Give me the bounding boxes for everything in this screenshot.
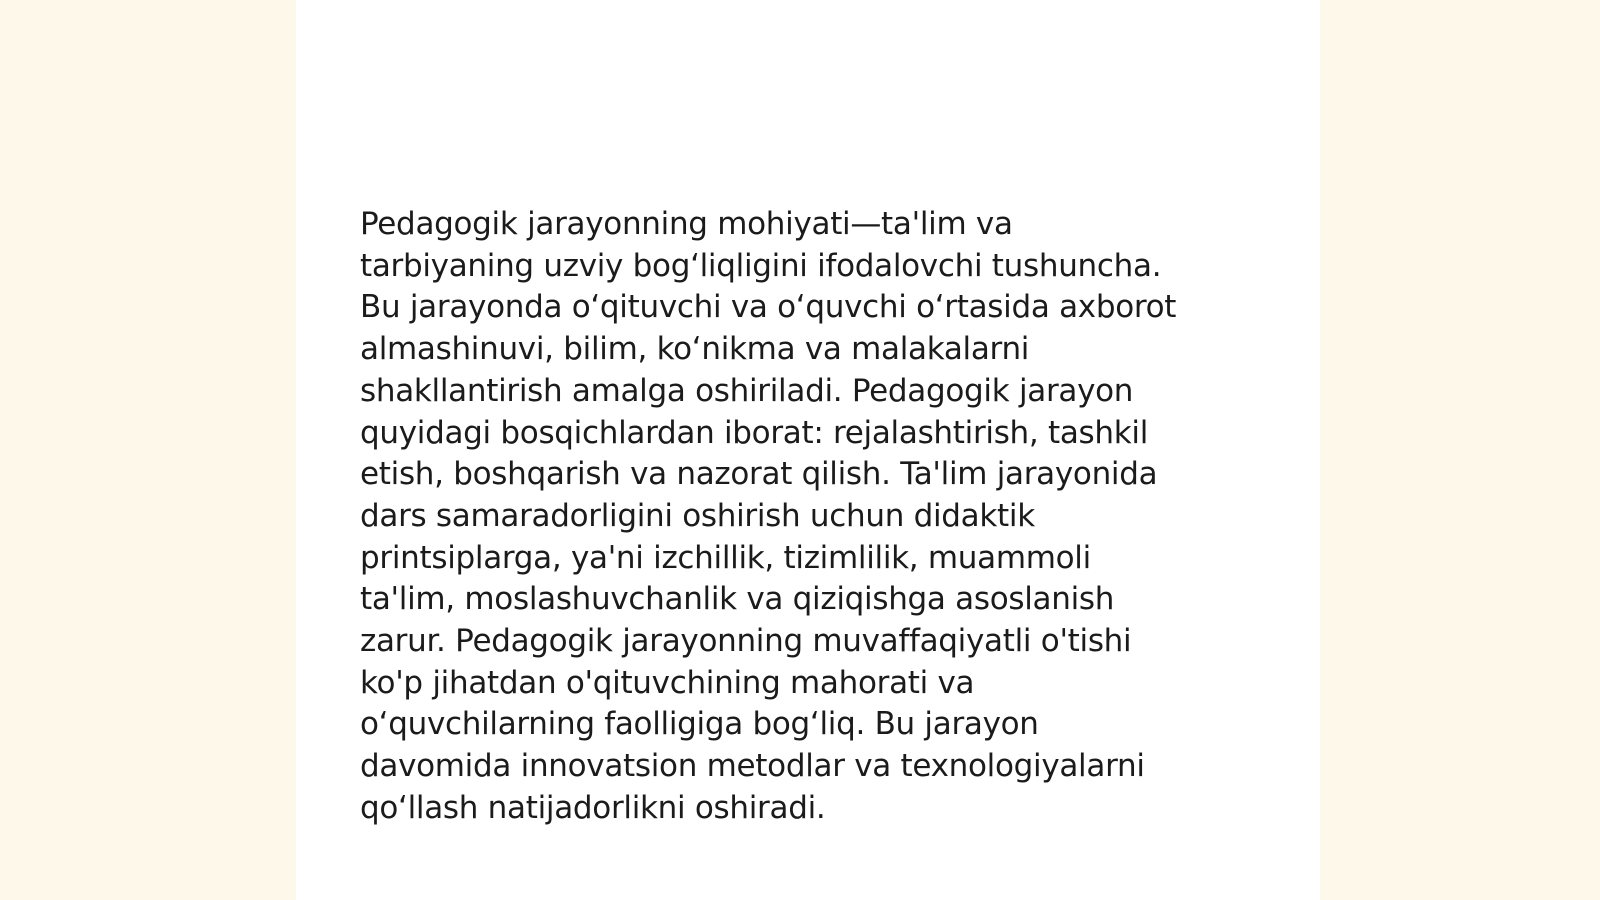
text-line: ta'lim, moslashuvchanlik va qiziqishga asoslanish [360, 581, 1115, 618]
text-line: quyidagi bosqichlardan iborat: rejalashtirish, tashkil [360, 414, 1149, 451]
text-line: printsiplarga, ya'ni izchillik, tizimlilik, muammoli [360, 539, 1091, 576]
text-line: Pedagogik jarayonning mohiyati—ta'lim va [360, 206, 1013, 242]
body-paragraph [360, 204, 1230, 830]
text-line: o‘quvchilarning faolligiga bog‘liq. Bu jarayon [360, 706, 1039, 743]
text-line: qo‘llash natijadorlikni oshiradi. [360, 789, 826, 826]
text-line: etish, boshqarish va nazorat qilish. Ta'lim jarayonida [360, 456, 1158, 493]
text-line: davomida innovatsion metodlar va texnologiyalarni [360, 748, 1145, 785]
text-line: dars samaradorligini oshirish uchun didaktik [360, 497, 1035, 534]
text-line: zarur. Pedagogik jarayonning muvaffaqiyatli o'tishi [360, 623, 1132, 660]
text-line: tarbiyaning uzviy bog‘liqligini ifodalovchi tushuncha. [360, 247, 1162, 284]
text-line: almashinuvi, bilim, ko‘nikma va malakalarni [360, 331, 1030, 368]
text-line: shakllantirish amalga oshiriladi. Pedagogik jarayon [360, 372, 1134, 409]
text-line: ko'p jihatdan o'qituvchining mahorati va [360, 664, 975, 701]
text-line: Bu jarayonda o‘qituvchi va o‘quvchi o‘rtasida axborot [360, 289, 1177, 326]
document-page [296, 0, 1320, 900]
